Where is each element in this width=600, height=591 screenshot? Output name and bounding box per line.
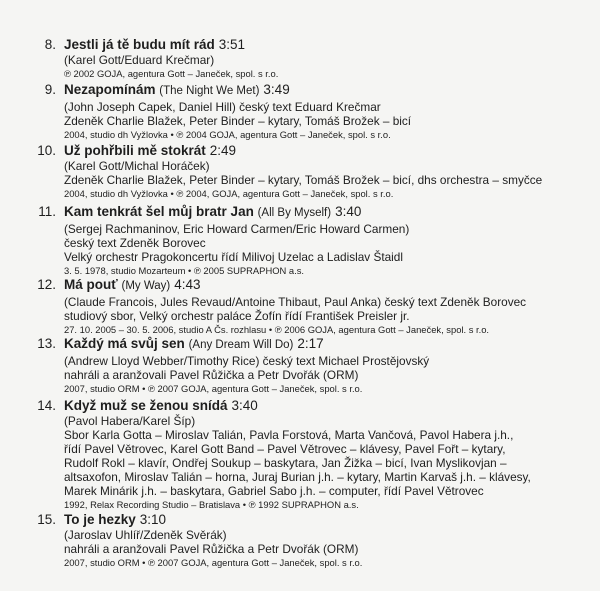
track-credit-line: (Jaroslav Uhlíř/Zdeněk Svěrák) xyxy=(64,528,227,542)
track-credit-line: (Karel Gott/Eduard Krečmar) xyxy=(64,53,215,67)
track-recording-info: 27. 10. 2005 – 30. 5. 2006, studio A Čs. rozhlasu • ℗ 2006 GOJA, agentura Gott – Janeček, spol. s r.o. xyxy=(64,324,490,335)
track-credit-line: (Claude Francois, Jules Revaud/Antoine Thibaut, Paul Anka) český text Zdeněk Borovec xyxy=(64,295,527,309)
track-body xyxy=(64,142,594,200)
track-credit-line: studiový sbor, Velký orchestr paláce Žofín řídí František Preisler jr. xyxy=(64,309,410,323)
track-duration: 3:40 xyxy=(231,398,258,413)
track-recording-info: 1992, Relax Recording Studio – Bratislava • ℗ 1992 SUPRAPHON a.s. xyxy=(64,499,359,510)
track-body xyxy=(64,511,594,569)
track-recording-info: ℗ 2002 GOJA, agentura Gott – Janeček, spol. s r.o. xyxy=(64,68,279,79)
track-recording-info: 3. 5. 1978, studio Mozarteum • ℗ 2005 SUPRAPHON a.s. xyxy=(64,265,304,276)
track-duration: 3:51 xyxy=(218,37,246,52)
track-credit-line: Sbor Karla Gotta – Miroslav Talián, Pavla Forstová, Marta Vančová, Pavol Habera j.h., xyxy=(64,428,514,442)
track-credit-line: nahráli a aranžovali Pavel Růžička a Petr Dvořák (ORM) xyxy=(64,368,359,382)
track-recording-info: 2007, studio ORM • ℗ 2007 GOJA, agentura Gott – Janeček, spol. s r.o. xyxy=(64,383,363,394)
track-duration: 3:49 xyxy=(263,82,290,97)
track-title-line xyxy=(64,142,594,159)
track-credit-line: český text Zdeněk Borovec xyxy=(64,236,206,250)
track-number: 9. xyxy=(44,82,56,97)
track-credit-line: (John Joseph Capek, Daniel Hill) český text Eduard Krečmar xyxy=(64,100,381,114)
track-recording-info: 2004, studio dh Vyžlovka • ℗ 2004, GOJA, agentura Gott – Janeček, spol. s r.o. xyxy=(64,188,394,199)
track-title: Každý má svůj sen xyxy=(64,336,185,351)
track-title-line xyxy=(64,81,594,100)
track-title: Když muž se ženou snídá xyxy=(64,398,228,413)
track-credit-line: (Andrew Lloyd Webber/Timothy Rice) český text Michael Prostějovský xyxy=(64,354,430,368)
track-original-title: (The Night We Met) xyxy=(159,85,260,97)
track-recording-info: 2004, studio dh Vyžlovka • ℗ 2004 GOJA, agentura Gott – Janeček, spol. s r.o. xyxy=(64,129,391,140)
track-credit-line: Velký orchestr Pragokoncertu řídí Milivoj Uzelac a Ladislav Štaidl xyxy=(64,250,403,264)
track-title: Kam tenkrát šel můj bratr Jan xyxy=(64,204,254,219)
track-number: 11. xyxy=(38,204,56,219)
track-duration: 3:40 xyxy=(335,204,362,219)
track-duration: 3:10 xyxy=(139,512,167,527)
track-title-line xyxy=(64,397,594,414)
track-original-title: (Any Dream Will Do) xyxy=(188,339,294,351)
track-title-line xyxy=(64,276,594,295)
track-credit-line: nahráli a aranžovali Pavel Růžička a Petr Dvořák (ORM) xyxy=(64,542,359,556)
track-body xyxy=(64,36,594,80)
track-title-line xyxy=(64,335,594,354)
track-credit-line: (Pavol Habera/Karel Šíp) xyxy=(64,414,196,428)
track-title: To je hezky xyxy=(64,512,136,527)
track-body xyxy=(64,397,594,511)
track-duration: 2:49 xyxy=(209,143,237,158)
track-number: 12. xyxy=(37,277,56,292)
track-credit-line: Zdeněk Charlie Blažek, Peter Binder – kytary, Tomáš Brožek – bicí, dhs orchestra – smyčce xyxy=(64,173,543,187)
track-duration: 4:43 xyxy=(174,277,201,292)
track-body xyxy=(64,81,594,141)
track-title-line xyxy=(64,203,594,222)
track-title: Má pouť xyxy=(64,277,118,292)
track-body xyxy=(64,335,594,395)
track-original-title: (My Way) xyxy=(121,280,171,292)
track-original-title: (All By Myself) xyxy=(257,207,332,219)
track-credit-line: řídí Pavel Větrovec, Karel Gott Band – Pavel Větrovec – klávesy, Pavel Fořt – kytary, xyxy=(64,442,506,456)
track-title: Nezapomínám xyxy=(64,82,156,97)
track-credit-line: Rudolf Rokl – klavír, Ondřej Soukup – baskytara, Jan Žižka – bicí, Ivan Myslikovjan – xyxy=(64,456,507,470)
track-title-line xyxy=(64,511,594,528)
track-title: Jestli já tě budu mít rád xyxy=(64,37,215,52)
track-number: 13. xyxy=(37,336,56,351)
track-credit-line: Zdeněk Charlie Blažek, Peter Binder – kytary, Tomáš Brožek – bicí xyxy=(64,114,412,128)
track-title-line xyxy=(64,36,594,53)
track-duration: 2:17 xyxy=(297,336,324,351)
track-credit-line: (Sergej Rachmaninov, Eric Howard Carmen/Eric Howard Carmen) xyxy=(64,222,410,236)
track-body xyxy=(64,203,594,277)
track-number: 8. xyxy=(44,37,56,52)
track-number: 10. xyxy=(37,143,56,158)
track-credit-line: altsaxofon, Miroslav Talián – horna, Juraj Burian j.h. – kytary, Martin Karvaš j.h. – klávesy, xyxy=(64,470,531,484)
track-body xyxy=(64,276,594,336)
track-credit-line: (Karel Gott/Michal Horáček) xyxy=(64,159,210,173)
track-recording-info: 2007, studio ORM • ℗ 2007 GOJA, agentura Gott – Janeček, spol. s r.o. xyxy=(64,557,363,568)
track-credit-line: Marek Minárik j.h. – baskytara, Gabriel Sabo j.h. – computer, řídí Pavel Větrovec xyxy=(64,484,484,498)
track-number: 15. xyxy=(37,512,56,527)
track-title: Už pohřbili mě stokrát xyxy=(64,143,206,158)
track-number: 14. xyxy=(37,398,56,413)
